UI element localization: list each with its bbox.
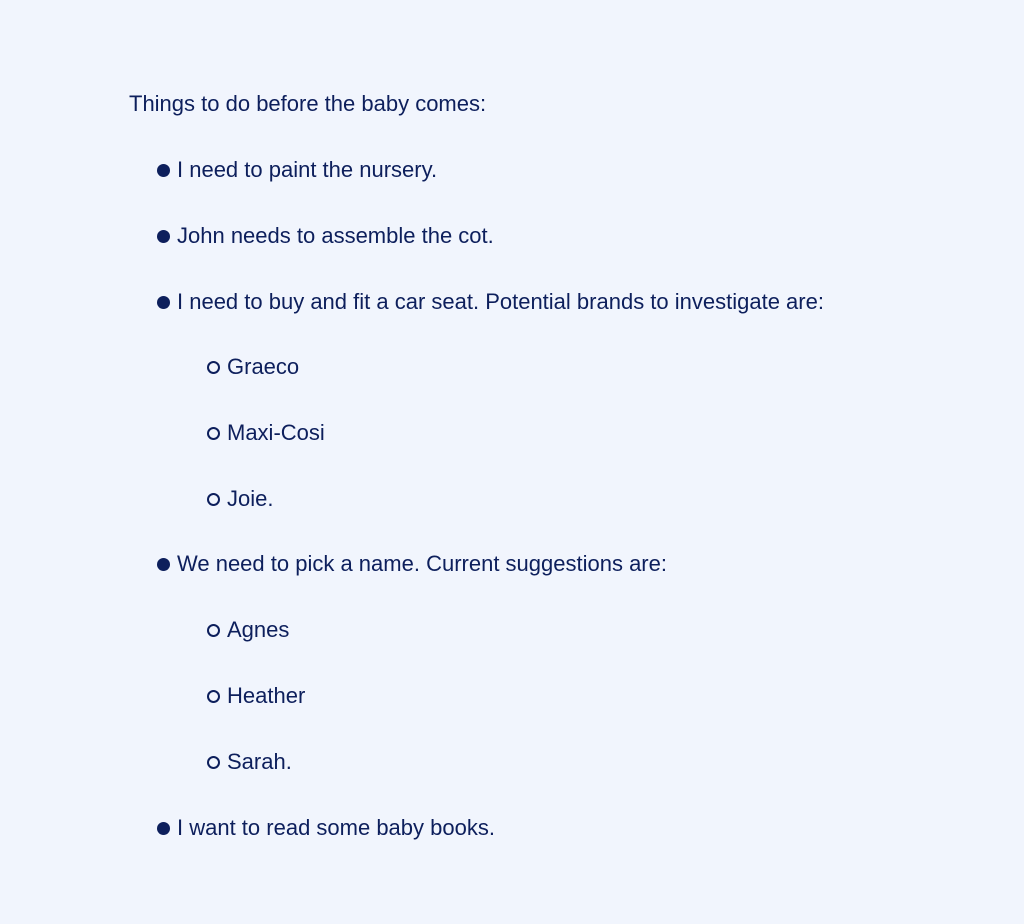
bullet-disc-icon xyxy=(157,296,170,309)
sub-list-item xyxy=(207,351,299,383)
list-item-text: John needs to assemble the cot. xyxy=(177,223,494,248)
list-item-text: I want to read some baby books. xyxy=(177,815,495,840)
sub-list-item xyxy=(207,483,273,515)
sub-list-item xyxy=(207,614,289,646)
sub-list-item-text: Sarah. xyxy=(227,749,292,774)
list-item-text: I need to buy and fit a car seat. Potential brands to investigate are: xyxy=(177,289,824,314)
list-item-text: We need to pick a name. Current suggestions are: xyxy=(177,551,667,576)
list-item xyxy=(157,812,495,844)
bullet-disc-icon xyxy=(157,822,170,835)
sub-list-item-text: Graeco xyxy=(227,354,300,379)
bullet-circle-icon xyxy=(207,756,220,769)
list-item xyxy=(157,286,824,318)
sub-list-item xyxy=(207,746,292,778)
sub-list-item xyxy=(207,417,325,449)
bullet-circle-icon xyxy=(207,493,220,506)
sub-list-item-text: Maxi-Cosi xyxy=(227,420,325,445)
list-item xyxy=(157,220,494,252)
bullet-disc-icon xyxy=(157,230,170,243)
sub-list-item-text: Heather xyxy=(227,683,306,708)
sub-list-item-text: Agnes xyxy=(227,617,290,642)
list-intro: Things to do before the baby comes: xyxy=(129,91,487,116)
sub-list-item-text: Joie. xyxy=(227,486,274,511)
sub-list-item xyxy=(207,680,305,712)
list-item-text: I need to paint the nursery. xyxy=(177,157,438,182)
bullet-circle-icon xyxy=(207,690,220,703)
list-item xyxy=(157,154,437,186)
bullet-circle-icon xyxy=(207,427,220,440)
list-item xyxy=(157,548,667,580)
bullet-circle-icon xyxy=(207,361,220,374)
bullet-disc-icon xyxy=(157,164,170,177)
bullet-circle-icon xyxy=(207,624,220,637)
bullet-disc-icon xyxy=(157,558,170,571)
